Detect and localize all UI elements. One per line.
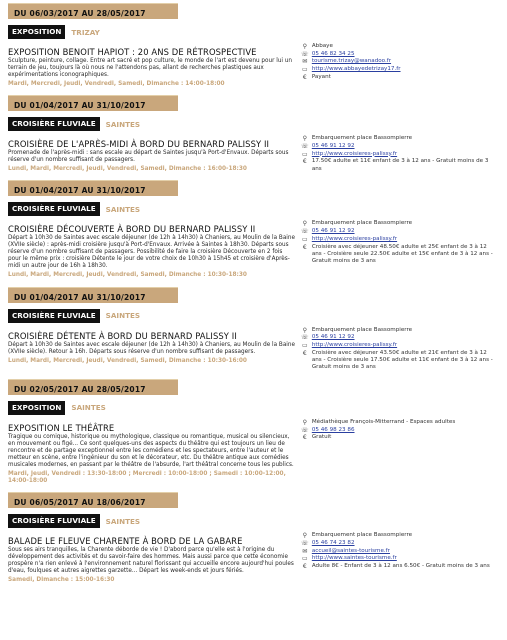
info-row (301, 419, 496, 426)
web-icon: ▭ (301, 66, 308, 74)
event-date-banner: DU 01/04/2017 AU 31/10/2017 (8, 287, 178, 303)
phone-icon: ☏ (301, 50, 309, 58)
event-card (8, 287, 496, 376)
phone-icon: ☏ (301, 334, 309, 342)
event-date-banner: DU 06/03/2017 AU 28/05/2017 (8, 3, 178, 19)
event-date-banner: DU 01/04/2017 AU 31/10/2017 (8, 180, 178, 196)
web-icon: ▭ (301, 555, 308, 563)
info-text: Médiathèque François-Mitterrand - Espaces adultes (311, 418, 456, 425)
event-category-tag[interactable]: CROISIÈRE FLUVIALE (8, 117, 100, 131)
event-location[interactable]: TRIZAY (71, 27, 100, 37)
info-text: Gratuit (311, 434, 332, 441)
event-date-banner: DU 06/05/2017 AU 18/06/2017 (8, 492, 178, 508)
info-row (301, 74, 496, 81)
event-main (8, 532, 297, 584)
phone-icon: ☏ (301, 228, 309, 236)
info-row[interactable] (301, 342, 496, 349)
event-title[interactable]: BALADE LE FLEUVE CHARENTE À BORD DE LA GABARE (8, 536, 243, 547)
event-info (297, 43, 496, 88)
info-row[interactable] (301, 228, 496, 235)
event-title[interactable]: CROISIÈRE DÉTENTE À BORD DU BERNARD PALISSY II (8, 330, 237, 341)
info-link[interactable]: 05 46 91 12 92 (311, 228, 355, 235)
web-icon: ▭ (301, 235, 308, 243)
event-tag-row (8, 117, 496, 131)
info-link[interactable]: 05 46 98 23 86 (311, 426, 355, 433)
info-row[interactable] (301, 51, 496, 58)
event-card (8, 95, 496, 177)
info-link[interactable]: accueil@saintes-tourisme.fr (311, 547, 390, 554)
event-schedule: Lundi, Mardi, Mercredi, Jeudi, Vendredi, Samedi, Dimanche : 16:00-18:30 (8, 166, 247, 173)
event-title[interactable]: CROISIÈRE DÉCOUVERTE À BORD DU BERNARD PALISSY II (8, 224, 256, 235)
event-info (297, 532, 496, 584)
event-date-banner: DU 02/05/2017 AU 28/05/2017 (8, 379, 178, 395)
event-category-tag[interactable]: CROISIÈRE FLUVIALE (8, 514, 100, 528)
info-row (301, 327, 496, 334)
event-main (8, 135, 297, 173)
event-tag-row (8, 514, 496, 528)
info-text: Embarquement place Bassompierre (311, 326, 413, 333)
info-row (301, 244, 496, 266)
info-row (301, 135, 496, 142)
event-title[interactable]: EXPOSITION LE THÉÂTRE (8, 422, 115, 433)
info-text: Payant (311, 73, 331, 80)
event-card (8, 180, 496, 283)
event-schedule: Lundi, Mardi, Mercredi, Jeudi, Vendredi, Samedi, Dimanche : 10:30-16:00 (8, 357, 247, 364)
info-row[interactable] (301, 427, 496, 434)
email-icon: ✉ (302, 58, 308, 66)
event-category-tag[interactable]: CROISIÈRE FLUVIALE (8, 309, 100, 323)
event-title[interactable]: EXPOSITION BENOIT HAPIOT : 20 ANS DE RÉTROSPECTIVE (8, 47, 257, 57)
event-tag-row (8, 202, 496, 216)
info-link[interactable]: 05 46 82 34 25 (311, 50, 355, 57)
info-row[interactable] (301, 548, 496, 555)
price-icon: € (302, 349, 307, 357)
info-link[interactable]: http://www.croisieres-palissy.fr (311, 342, 398, 349)
event-location[interactable]: SAINTES (105, 516, 141, 526)
info-row[interactable] (301, 236, 496, 243)
email-icon: ✉ (302, 547, 308, 555)
info-text: Abbaye (311, 43, 333, 49)
info-row[interactable] (301, 58, 496, 65)
price-icon: € (302, 243, 307, 251)
info-row (301, 532, 496, 539)
location-icon: ⚲ (302, 532, 308, 540)
web-icon: ▭ (301, 150, 308, 158)
info-row (301, 350, 496, 372)
info-row (301, 158, 496, 172)
event-location[interactable]: SAINTES (105, 119, 141, 129)
info-link[interactable]: 05 46 91 12 92 (311, 142, 355, 149)
info-row (301, 220, 496, 227)
info-link[interactable]: http://www.croisieres-palissy.fr (311, 150, 398, 157)
info-text: Embarquement place Bassompierre (311, 220, 413, 227)
info-text: Embarquement place Bassompierre (311, 135, 413, 142)
phone-icon: ☏ (301, 539, 309, 547)
event-info (297, 327, 496, 372)
event-description: Sculpture, peinture, collage. Entre art sacré et pop culture, le monde de l'art est devenu pour lui un terrain de jeu, toujours là où nous ne l'attendons pas, allant de recherches plastiques aux expérimentations iconographiques. (8, 58, 293, 78)
event-main (8, 43, 297, 88)
info-link[interactable]: http://www.abbayedetrizay17.fr (311, 66, 401, 73)
phone-icon: ☏ (301, 142, 309, 150)
event-description: Départ à 10h30 de Saintes avec escale déjeuner (de 12h à 14h30) à Chaniers, au Moulin de la Baine (XVIIe siècle) : après-midi croisière jusqu'à Port-d'Envaux. Arrivée à Saintes à 18h30. Départs sous réserve d'un nombre suffisant de passagers. Possibilité de faire la croisière Découverte en 2 fois pour le même prix : croisière Détente le jour de votre choix de 10h30 à 15h45 et croisière d'Après-midi un autre jour de 16h à 18h30. (8, 235, 295, 270)
location-icon: ⚲ (302, 220, 308, 228)
event-main (8, 327, 297, 372)
info-link[interactable]: tourisme.trizay@wanadoo.fr (311, 58, 392, 65)
info-link[interactable]: 05 46 91 12 92 (311, 334, 355, 341)
event-description: Promenade de l'après-midi : sans escale au départ de Saintes jusqu'à Port-d'Envaux. Départs sous réserve d'un nombre suffisant de passagers. (8, 150, 289, 164)
price-icon: € (302, 158, 307, 166)
event-main (8, 419, 297, 485)
info-text: Croisière avec déjeuner 43.50€ adulte et 21€ enfant de 3 à 12 ans - Croisière seule 17.50€ adulte et 11€ enfant de 3 à 12 ans - Gratuit moins de 3 ans (311, 349, 493, 371)
event-description: Départ à 10h30 de Saintes avec escale déjeuner (de 12h à 14h30) à Chaniers, au Moulin de la Baine (XVIIe siècle). Retour à 16h. Départs sous réserve d'un nombre suffisant de passagers. (8, 341, 295, 355)
location-icon: ⚲ (302, 326, 308, 334)
info-link[interactable]: http://www.croisieres-palissy.fr (311, 235, 398, 242)
event-category-tag[interactable]: EXPOSITION (8, 25, 65, 39)
info-row[interactable] (301, 334, 496, 341)
info-row (301, 563, 496, 570)
event-tag-row (8, 401, 496, 415)
location-icon: ⚲ (302, 418, 308, 426)
info-row[interactable] (301, 555, 496, 562)
info-row[interactable] (301, 143, 496, 150)
event-date-banner: DU 01/04/2017 AU 31/10/2017 (8, 95, 178, 111)
event-schedule: Mardi, Jeudi, Vendredi : 13:30-18:00 ; Mercredi : 10:00-18:00 ; Samedi : 10:00-12:00, 14:00-18:00 (8, 470, 286, 485)
event-card (8, 3, 496, 92)
event-location[interactable]: SAINTES (105, 311, 141, 321)
info-row[interactable] (301, 151, 496, 158)
event-card (8, 492, 496, 588)
event-title[interactable]: CROISIÈRE DE L'APRÈS-MIDI À BORD DU BERNARD PALISSY II (8, 139, 270, 150)
event-tag-row (8, 25, 496, 39)
event-description: Sous ses airs tranquilles, la Charente déborde de vie ! D'abord parce qu'elle est à l'origine du développement des activités et du savoir-faire des hommes. Mais aussi parce que cette économie prospère n'a rien enlevé à l'environnement naturel florissant qui accueille encore aujourd'hui poules d'eau, foulques et autres aigrettes garzette... Départ les week-ends et jours fériés. (8, 547, 294, 575)
event-location[interactable]: SAINTES (71, 403, 106, 413)
info-row[interactable] (301, 66, 496, 73)
event-info (297, 419, 496, 485)
event-schedule: Mardi, Mercredi, Jeudi, Vendredi, Samedi, Dimanche : 14:00-18:00 (8, 81, 225, 87)
event-category-tag[interactable]: EXPOSITION (8, 401, 65, 415)
info-row (301, 43, 496, 50)
info-text: Croisière avec déjeuner 48.50€ adulte et 25€ enfant de 3 à 12 ans - Croisière seule 22.50€ adulte et 15€ enfant de 3 à 12 ans - Gratuit moins de 3 ans (311, 243, 493, 264)
phone-icon: ☏ (301, 426, 309, 434)
event-tag-row (8, 309, 496, 323)
location-icon: ⚲ (302, 43, 308, 50)
location-icon: ⚲ (302, 135, 308, 143)
event-schedule: Lundi, Mardi, Mercredi, Jeudi, Vendredi, Samedi, Dimanche : 10:30-18:30 (8, 272, 247, 279)
event-schedule: Samedi, Dimanche : 15:00-16:30 (8, 577, 115, 584)
event-category-tag[interactable]: CROISIÈRE FLUVIALE (8, 202, 100, 216)
info-link[interactable]: 05 46 74 23 82 (311, 539, 355, 546)
info-text: 17.50€ adulte et 11€ enfant de 3 à 12 ans - Gratuit moins de 3 ans (311, 158, 489, 172)
web-icon: ▭ (301, 342, 308, 350)
info-text: Adulte 8€ - Enfant de 3 à 12 ans 6.50€ - Gratuit moins de 3 ans (311, 563, 490, 570)
info-row (301, 434, 496, 441)
price-icon: € (302, 563, 307, 571)
price-icon: € (302, 73, 307, 81)
event-location[interactable]: SAINTES (105, 204, 141, 214)
info-row[interactable] (301, 540, 496, 547)
event-info (297, 135, 496, 173)
info-link[interactable]: http://www.saintes-tourisme.fr (311, 555, 397, 562)
price-icon: € (302, 434, 307, 442)
event-main (8, 220, 297, 279)
info-text: Embarquement place Bassompierre (311, 532, 413, 539)
event-card (8, 379, 496, 489)
event-description: Tragique ou comique, historique ou mythologique, classique ou romantique, musical ou silencieux, en mouvement ou figé... Ce sont quelques-uns des aspects du théâtre qui est toujours un lieu de rencontre et de partage exceptionnel entre les comédiens et les spectateurs, entre l'auteur et le metteur en scène, entre l'ingénieur du son et le décorateur, etc. Du théâtre antique aux comédies musicales modernes, en passant par le théâtre de l'absurde, l'art théâtral concerne tous les publics. (8, 433, 294, 468)
event-info (297, 220, 496, 279)
